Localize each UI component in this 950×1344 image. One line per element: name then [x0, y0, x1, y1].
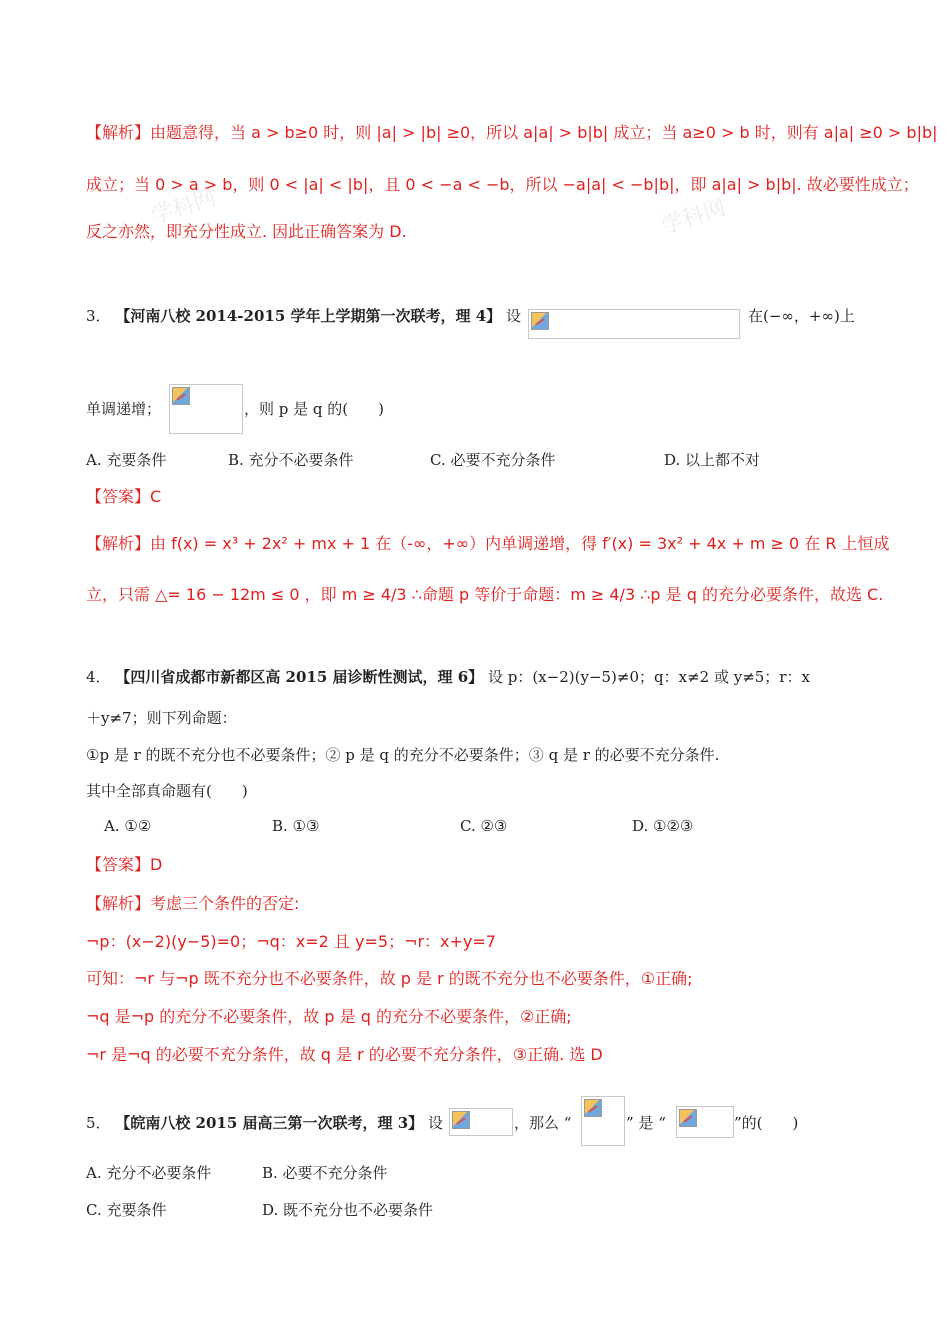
option-d: D. ①②③: [632, 817, 694, 835]
analysis-line: 【解析】考虑三个条件的否定:: [86, 894, 300, 913]
question-number: 5．: [86, 1114, 111, 1132]
option-b: B. ①③: [272, 817, 320, 835]
question-text: 单调递增；: [86, 400, 162, 418]
analysis-line: 立，只需 △= 16 − 12m ≤ 0 ，即 m ≥ 4/3 ∴命题 p 等价于命题：m ≥ 4/3 ∴p 是 q 的充分必要条件，故选 C.: [86, 585, 884, 604]
question-source: 【四川省成都市新都区高 2015 届诊断性测试，理 6】: [115, 668, 484, 686]
broken-image-icon: [528, 309, 740, 339]
watermark: 学科网: [658, 195, 729, 240]
question-text: ①p 是 r 的既不充分也不必要条件；② p 是 q 的充分不必要条件；③ q 是 r 的必要不充分条件.: [86, 746, 720, 764]
watermark: 学科网: [148, 185, 219, 230]
option-b: B. 必要不充分条件: [262, 1164, 388, 1182]
question-4-line1: [86, 666, 810, 687]
analysis-line: ¬r 是¬q 的必要不充分条件，故 q 是 r 的必要不充分条件，③正确. 选 D: [86, 1045, 603, 1064]
question-text: ，那么 “: [514, 1114, 572, 1132]
broken-image-icon: [581, 1096, 625, 1146]
question-text: ”的( ): [734, 1114, 799, 1132]
question-text: ，则 p 是 q 的( ): [244, 400, 384, 418]
analysis-line: ¬p：(x−2)(y−5)=0；¬q：x=2 且 y=5；¬r：x+y=7: [86, 932, 496, 951]
question-number: 3．: [86, 307, 111, 325]
question-3-line1: [86, 305, 521, 326]
option-c: C. 必要不充分条件: [430, 451, 556, 469]
analysis-line: 【解析】由 f(x) = x³ + 2x² + mx + 1 在（-∞，+∞）内单调递增，得 f′(x) = 3x² + 4x + m ≥ 0 在 R 上恒成: [86, 534, 890, 553]
analysis-line: 成立；当 0 > a > b，则 0 < |a| < |b|，且 0 < −a < −b，所以 −a|a| < −b|b|，即 a|a| > b|b|. 故必要性成立；: [86, 175, 919, 194]
question-number: 4．: [86, 668, 111, 686]
question-text: 设: [505, 307, 521, 325]
broken-image-icon: [449, 1108, 513, 1136]
analysis-line: 可知：¬r 与¬p 既不充分也不必要条件，故 p 是 r 的既不充分也不必要条件，①正确;: [86, 969, 693, 988]
option-c: C. 充要条件: [86, 1201, 167, 1219]
broken-image-icon: [169, 384, 243, 434]
option-c: C. ②③: [460, 817, 508, 835]
answer: 【答案】C: [86, 487, 162, 506]
analysis-line: ¬q 是¬p 的充分不必要条件，故 p 是 q 的充分不必要条件，②正确;: [86, 1007, 572, 1026]
question-source: 【河南八校 2014-2015 学年上学期第一次联考，理 4】: [115, 307, 502, 325]
broken-image-icon: [676, 1106, 734, 1138]
analysis-line: 【解析】由题意得，当 a > b≥0 时，则 |a| > |b| ≥0，所以 a|a| > b|b| 成立；当 a≥0 > b 时，则有 a|a| ≥0 > b|b|: [86, 123, 938, 142]
answer: 【答案】D: [86, 855, 163, 874]
question-source: 【皖南八校 2015 届高三第一次联考，理 3】: [115, 1114, 424, 1132]
question-text: ” 是 “: [626, 1114, 666, 1132]
question-text: 设: [427, 1114, 443, 1132]
question-text: 在(−∞，+∞)上: [748, 307, 855, 325]
analysis-line: 反之亦然，即充分性成立. 因此正确答案为 D.: [86, 222, 407, 241]
question-5-line1: [86, 1112, 443, 1133]
question-text: ＋y≠7；则下列命题：: [86, 709, 237, 727]
question-text: 设 p：(x−2)(y−5)≠0；q：x≠2 或 y≠5；r：x: [487, 668, 810, 686]
option-a: A. 充分不必要条件: [86, 1164, 212, 1182]
option-a: A. 充要条件: [86, 451, 167, 469]
question-text: 其中全部真命题有( ): [86, 782, 248, 800]
option-d: D. 既不充分也不必要条件: [262, 1201, 434, 1219]
option-d: D. 以上都不对: [664, 451, 761, 469]
option-a: A. ①②: [104, 817, 152, 835]
option-b: B. 充分不必要条件: [228, 451, 354, 469]
